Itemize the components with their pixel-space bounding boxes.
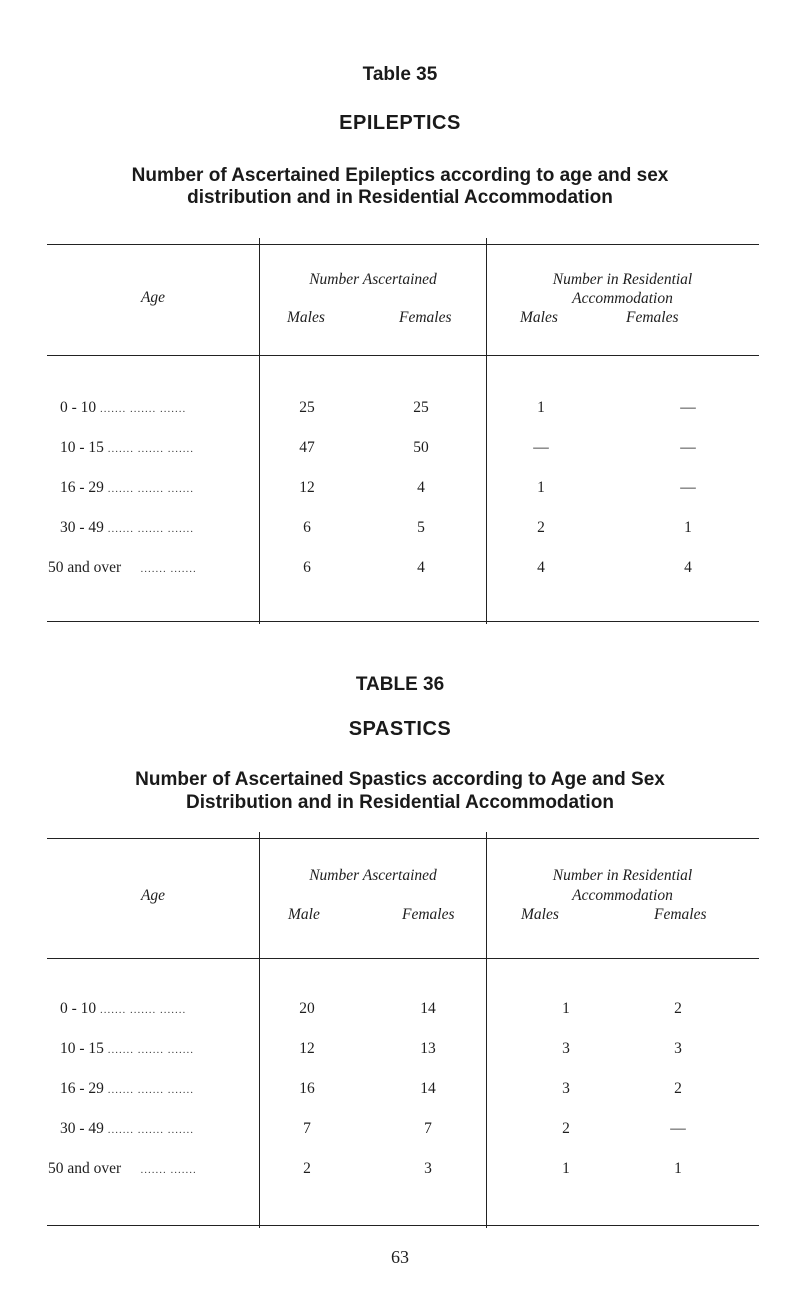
leader-dots: ....... ....... .......	[107, 1044, 195, 1056]
residential-males-value: 2	[562, 1120, 570, 1137]
table-35-residential-males-header: Males	[520, 309, 558, 326]
residential-males-value: 2	[537, 519, 545, 536]
ascertained-males-value: 12	[299, 1040, 315, 1057]
ascertained-females-value: 5	[417, 519, 425, 536]
table-36-age-header: Age	[140, 887, 166, 904]
leader-dots: ....... .......	[140, 1164, 197, 1176]
leader-dots: ....... ....... .......	[100, 403, 187, 415]
residential-females-value: —	[680, 399, 696, 416]
table-35-ascertained-header: Number Ascertained	[309, 271, 437, 288]
ascertained-females-value: 3	[424, 1160, 432, 1177]
table-35-description-line1: Number of Ascertained Epileptics according to age and sex	[131, 165, 669, 186]
residential-males-value: 1	[537, 399, 545, 416]
table-36-header-rule	[47, 958, 759, 959]
table-35-residential-header-line2: Accommodation	[572, 290, 673, 307]
table-35-number: Table 35	[362, 64, 438, 85]
row-age-label: 30 - 49	[60, 519, 104, 536]
table-36-residential-header-line1: Number in Residential	[552, 867, 693, 884]
leader-dots: ....... ....... .......	[107, 523, 195, 535]
ascertained-females-value: 4	[417, 479, 425, 496]
row-age-label: 16 - 29	[60, 1080, 104, 1097]
ascertained-males-value: 16	[299, 1080, 315, 1097]
row-age-label: 30 - 49	[60, 1120, 104, 1137]
row-age-label: 50 and over	[48, 1160, 122, 1177]
residential-males-value: 4	[537, 559, 545, 576]
table-35-bottom-rule	[47, 621, 759, 622]
leader-dots: ....... ....... .......	[107, 1084, 195, 1096]
leader-dots: ....... ....... .......	[107, 483, 195, 495]
table-35-description-line2: distribution and in Residential Accommodation	[187, 187, 613, 208]
residential-females-value: 2	[674, 1000, 682, 1017]
leader-dots: ....... ....... .......	[107, 1124, 195, 1136]
ascertained-females-value: 7	[424, 1120, 432, 1137]
residential-females-value: 1	[674, 1160, 682, 1177]
residential-females-value: —	[680, 479, 696, 496]
residential-males-value: 3	[562, 1080, 570, 1097]
table-35-header-rule	[47, 355, 759, 356]
table-35-residential-header-line1: Number in Residential	[552, 271, 693, 288]
row-age-label: 0 - 10	[60, 399, 97, 416]
ascertained-females-value: 4	[417, 559, 425, 576]
row-age-label: 10 - 15	[60, 1040, 104, 1057]
row-age-label: 10 - 15	[60, 439, 104, 456]
table-35-ascertained-females-header: Females	[399, 309, 452, 326]
leader-dots: ....... .......	[140, 563, 197, 575]
table-35-divider-2	[486, 238, 487, 624]
residential-females-value: —	[670, 1120, 686, 1137]
table-36-description-line1: Number of Ascertained Spastics according to Age and Sex	[135, 769, 665, 790]
table-35-divider-1	[259, 238, 260, 624]
ascertained-males-value: 47	[299, 439, 315, 456]
residential-males-value: 1	[562, 1160, 570, 1177]
table-36-ascertained-males-header: Male	[288, 906, 320, 923]
leader-dots: ....... ....... .......	[100, 1004, 187, 1016]
table-35-age-header: Age	[140, 289, 166, 306]
table-36-residential-males-header: Males	[521, 906, 559, 923]
table-36-title: SPASTICS	[348, 718, 452, 740]
ascertained-males-value: 25	[299, 399, 315, 416]
ascertained-females-value: 25	[413, 399, 429, 416]
table-36-top-rule	[47, 838, 759, 839]
residential-females-value: 3	[674, 1040, 682, 1057]
row-age-label: 50 and over	[48, 559, 122, 576]
row-age-label: 0 - 10	[60, 1000, 97, 1017]
table-35-top-rule	[47, 244, 759, 245]
residential-males-value: 3	[562, 1040, 570, 1057]
leader-dots: ....... ....... .......	[107, 443, 195, 455]
ascertained-females-value: 14	[420, 1080, 436, 1097]
table-36-number: TABLE 36	[355, 674, 445, 695]
table-35-ascertained-males-header: Males	[287, 309, 325, 326]
residential-males-value: —	[533, 439, 549, 456]
residential-females-value: 4	[684, 559, 692, 576]
table-35-residential-females-header: Females	[626, 309, 679, 326]
ascertained-males-value: 7	[303, 1120, 311, 1137]
residential-males-value: 1	[562, 1000, 570, 1017]
row-age-label: 16 - 29	[60, 479, 104, 496]
table-36-residential-females-header: Females	[654, 906, 707, 923]
table-36-bottom-rule	[47, 1225, 759, 1226]
ascertained-males-value: 6	[303, 519, 311, 536]
ascertained-females-value: 50	[413, 439, 429, 456]
ascertained-females-value: 14	[420, 1000, 436, 1017]
page-number: 63	[391, 1247, 409, 1267]
residential-females-value: 1	[684, 519, 692, 536]
ascertained-males-value: 6	[303, 559, 311, 576]
table-36-ascertained-header: Number Ascertained	[309, 867, 437, 884]
ascertained-females-value: 13	[420, 1040, 436, 1057]
table-36-description-line2: Distribution and in Residential Accommodation	[186, 792, 614, 813]
residential-females-value: —	[680, 439, 696, 456]
residential-females-value: 2	[674, 1080, 682, 1097]
residential-males-value: 1	[537, 479, 545, 496]
table-36-ascertained-females-header: Females	[402, 906, 455, 923]
ascertained-males-value: 2	[303, 1160, 311, 1177]
table-36-residential-header-line2: Accommodation	[572, 887, 673, 904]
ascertained-males-value: 12	[299, 479, 315, 496]
table-36-divider-2	[486, 832, 487, 1228]
table-36-divider-1	[259, 832, 260, 1228]
ascertained-males-value: 20	[299, 1000, 315, 1017]
table-35-title: EPILEPTICS	[339, 112, 461, 134]
